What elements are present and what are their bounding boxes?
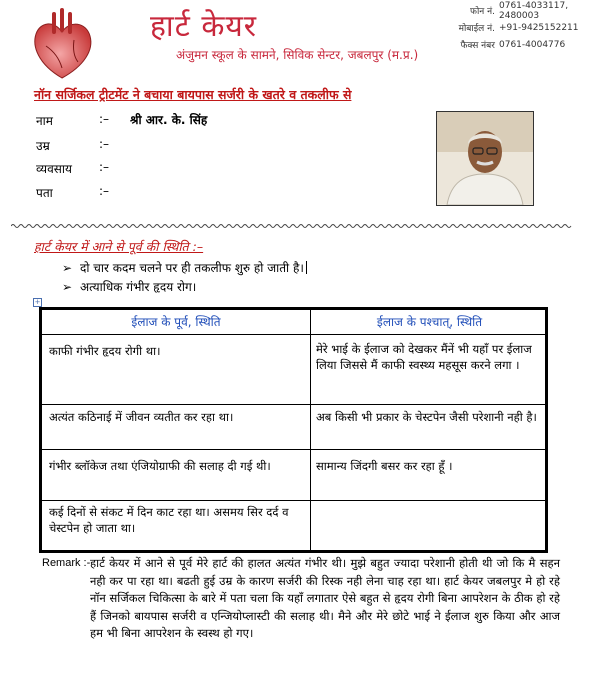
table-row-divider [42, 449, 545, 450]
contact-block [395, 2, 585, 53]
table-row-divider [42, 334, 545, 335]
bullet-item [62, 259, 307, 276]
text-cursor [306, 261, 307, 274]
table-move-handle[interactable]: + [34, 298, 41, 306]
contact-phone [395, 2, 585, 19]
contact-value: +91-9425152211 [499, 22, 579, 33]
bullet-text: दो चार कदम चलने पर ही तकलीफ शुरु हो जाती है। [80, 261, 304, 275]
field-value-name: श्री आर. के. सिंह [130, 113, 208, 127]
field-label-name: नाम [36, 114, 53, 128]
field-separator: :– [99, 184, 110, 198]
table-header-before: ईलाज के पूर्व, स्थिति [131, 315, 221, 329]
heart-logo [28, 6, 96, 82]
arrow-bullet-icon: ➢ [62, 260, 73, 275]
field-label-occupation: व्यवसाय [36, 162, 72, 176]
field-separator: :– [99, 160, 110, 174]
portrait-image [437, 112, 533, 205]
table-cell: अत्यंत कठिनाई में जीवन व्यतीत कर रहा था। [49, 410, 234, 424]
patient-photo [436, 111, 534, 206]
bullet-item [62, 278, 196, 295]
contact-value: 0761-4004776 [499, 39, 566, 50]
table-row-divider [42, 404, 545, 405]
contact-label: फोन नं. [470, 7, 495, 17]
table-cell: सामान्य जिंदगी बसर कर रहा हूँ । [316, 459, 453, 473]
divider-pattern [11, 223, 585, 229]
table-cell: मेरे भाई के ईलाज को देखकर मैंनें भी यहॉं पर ईलाज लिया जिससे मैं काफी स्वस्थ्य महसूस करने लगा । [316, 342, 532, 372]
field-separator: :– [99, 137, 110, 151]
headline: नॉन सर्जिकल ट्रीटमेंट ने बचाया बायपास सर्जरी के खतरे व तकलीफ से [34, 87, 352, 102]
field-label-age: उम्र [36, 139, 50, 153]
field-separator: :– [99, 112, 110, 126]
bullet-text: अत्याधिक गंभीर हृदय रोग। [80, 280, 197, 294]
remark-text: हार्ट केयर में आने से पूर्व मेरे हार्ट की हालत अत्यंत गंभीर थी। मुझे बहुत ज्यादा परेशानी होती थी जो कि मै सहन नही कर पा रहा था। बढती हुई उम्र के कारण सर्जरी की रिस्क नही लेना चाह रहा था। हार्ट केयर जबलपुर मे हो रहे नॉन सर्जिकल चिकित्सा के बारे में पता चला कि यहॉं लगातार ऐसे बहुत से हृदय रोगी बिना आपरेशन के ठीक हो रहे हैं जिनको बायपास सर्जरी व एन्जियोप्लास्टी की सलाह थी। मैने और मेरे छोटे भाई ने ईलाज शुरु किया और आज हम भी बिना आपरेशन के स्वस्थ हो गए। [90, 556, 560, 640]
table-cell: गंभीर ब्लॉकेज तथा एंजियोग्राफी की सलाह दी गई थी। [49, 459, 271, 473]
remark-label: Remark :- [42, 557, 91, 569]
table-row-divider [42, 500, 545, 501]
contact-mobile [395, 19, 585, 36]
table-cell: कई दिनों से संकट में दिन काट रहा था। असमय सिर दर्द व चेस्टपेन हो जाता था। [49, 505, 289, 535]
field-label-address: पता [36, 186, 53, 200]
comparison-table [39, 307, 548, 553]
heart-anatomy-icon [28, 6, 96, 82]
contact-value: 0761-4033117, 2480003 [499, 0, 569, 21]
arrow-bullet-icon: ➢ [62, 279, 73, 294]
table-column-divider [310, 310, 311, 550]
wavy-divider [11, 214, 585, 220]
brand-address: अंजुमन स्कूल के सामने, सिविक सेन्टर, जबलपुर (म.प्र.) [176, 48, 419, 62]
brand-name: हार्ट केयर [150, 9, 258, 44]
table-header-after: ईलाज के पश्चात्, स्थिति [376, 315, 483, 329]
table-cell: काफी गंभीर हृदय रोगी था। [49, 344, 161, 358]
section-title: हार्ट केयर में आने से पूर्व की स्थिति :– [34, 239, 204, 254]
contact-fax [395, 36, 585, 53]
table-cell: अब किसी भी प्रकार के चेस्टपेन जैसी परेशानी नही है। [316, 410, 537, 424]
contact-label: मोबाईल नं. [458, 24, 495, 34]
contact-label: फैक्स नंबर [460, 41, 495, 51]
